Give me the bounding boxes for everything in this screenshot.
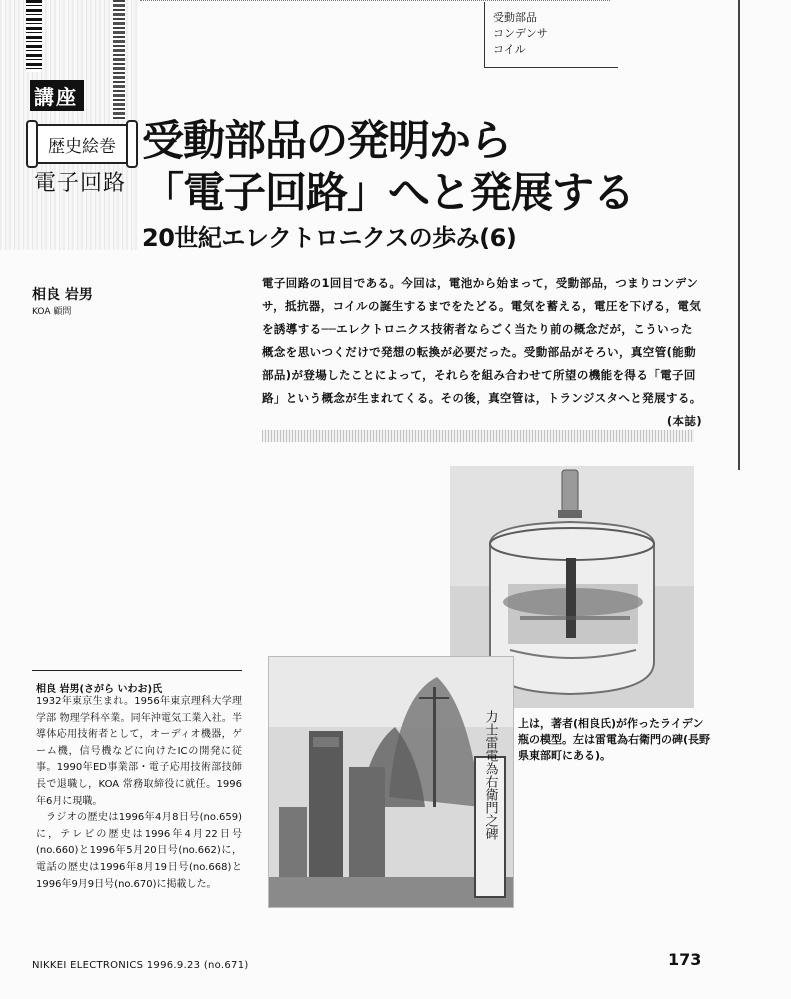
subtitle: 20世紀エレクトロニクスの歩み(6)	[142, 224, 517, 252]
publication-footer: NIKKEI ELECTRONICS 1996.9.23 (no.671)	[32, 960, 249, 971]
keyword: コイル	[493, 43, 526, 56]
halftone-divider	[262, 430, 694, 442]
category-label: 電子回路	[34, 171, 127, 196]
lead-paragraph	[262, 272, 702, 433]
column-label: 歴史絵巻	[48, 136, 116, 157]
page-number: 173	[668, 950, 702, 969]
margin-barcode-secondary	[113, 0, 125, 120]
monument-photo	[268, 656, 514, 908]
bio-name: 相良 岩男(さがら いわお)氏	[36, 684, 163, 695]
monument-illustration	[269, 657, 513, 907]
photo-caption: 上は，著者(相良氏)が作ったライデン瓶の模型。左は雷電為右衛門の碑(長野県東部町にある)。	[518, 717, 711, 762]
lead-source: (本誌)	[666, 414, 702, 428]
column-scroll-badge	[34, 124, 130, 164]
title-line-2: 「電子回路」へと発展する	[142, 168, 635, 217]
keyword: 受動部品	[493, 11, 537, 24]
author-affiliation: KOA 顧問	[32, 307, 72, 317]
bio-rule	[32, 670, 242, 671]
right-side-rule	[738, 0, 740, 470]
lead-text: 電子回路の1回目である。今回は，電池から始まって，受動部品，つまりコンデンサ，抵抗器，コイルの誕生するまでをたどる。電気を蓄える，電圧を下げる，電気を誘導する──エレクトロニクス技術者ならごく当たり前の概念だが，こういった概念を思いつくだけで発想の転換が必要だった。受動部品がそろい，真空管(能動部品)が登場したことによって，それらを組み合わせて所望の機能を得る「電子回路」という概念が生まれてくる。その後，真空管は，トランジスタへと発展する。	[262, 276, 702, 405]
keyword: コンデンサ	[493, 27, 548, 40]
bio-text	[36, 694, 242, 893]
keyword-box	[484, 2, 618, 68]
author-name: 相良 岩男	[32, 287, 93, 303]
series-label: 講座	[30, 80, 84, 111]
bio-paragraph: ラジオの歴史は1996年4月8日号(no.659)に，テレビの歴史は1996年4月22日号(no.660)と1996年5月20日号(no.662)に，電話の歴史は1996年8月19日号(no.668)と1996年9月9日号(no.670)に掲載した。	[36, 812, 242, 890]
bio-paragraph: 1932年東京生まれ。1956年東京理科大学理学部 物理学科卒業。同年沖電気工業入社。半導体応用技術者として，オーディオ機器，ゲーム機，信号機などに向けたICの開発に従事。1990年ED事業部・電子応用技術部技師長で退職し，KOA 常務取締役に就任。1996年6月に現職。	[36, 696, 242, 807]
margin-barcode	[26, 0, 42, 72]
monument-inscription: 力士雷電為右衛門之碑	[482, 710, 498, 840]
title-line-1: 受動部品の発明から	[142, 116, 512, 165]
